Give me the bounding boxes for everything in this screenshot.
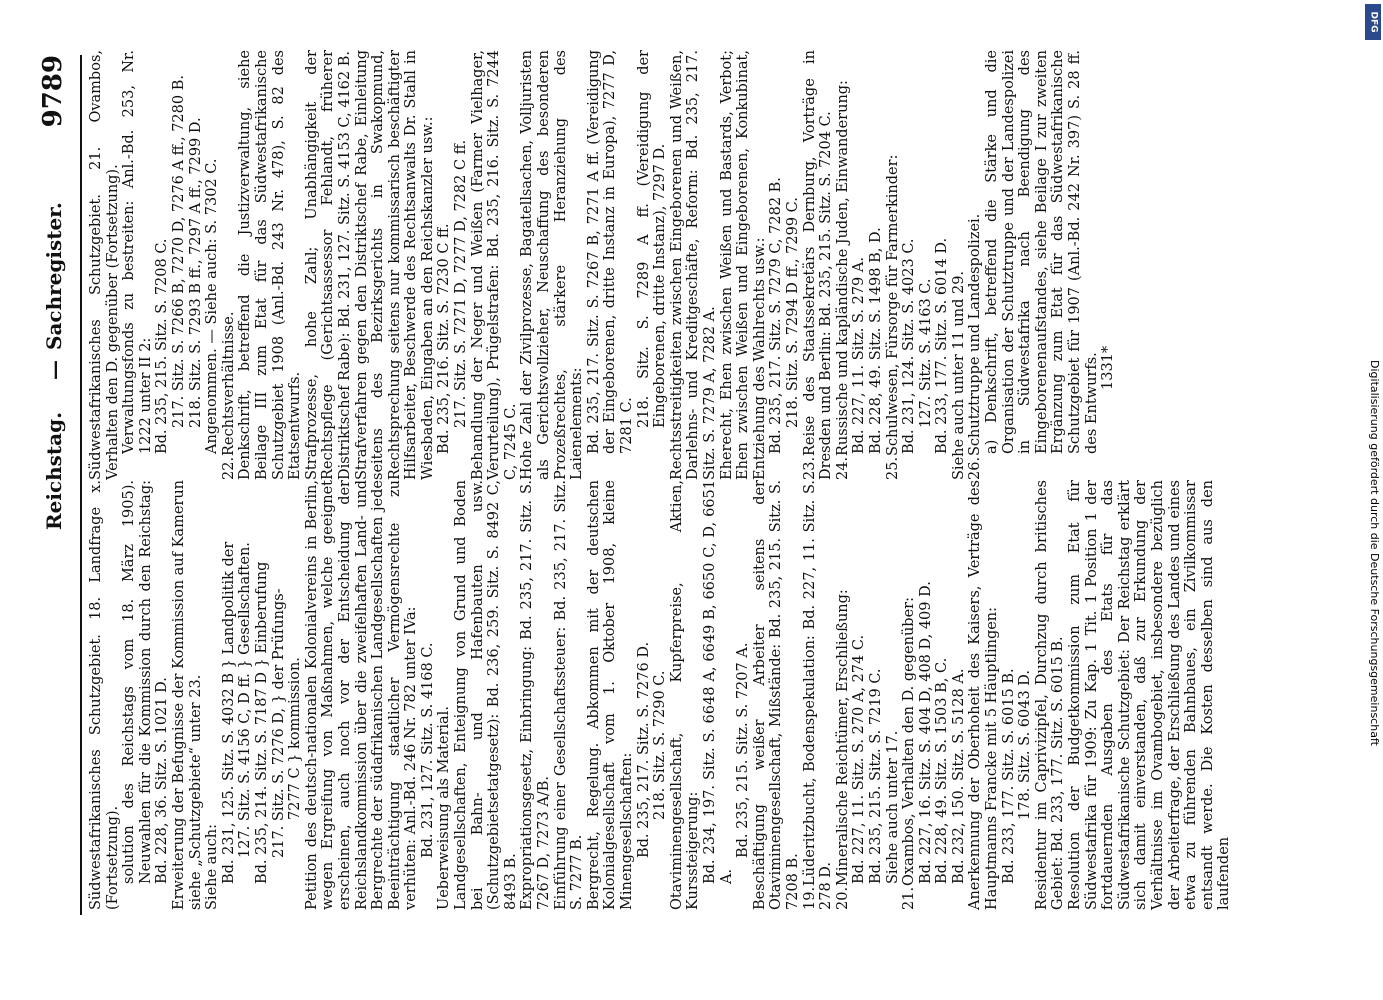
left-column-entry (1034, 480, 1067, 910)
entry-text: Bd. 235, 215. Sitz. S. 7207 A. (735, 642, 752, 858)
entry-text: Südwestafrikanisches Schutzgebiet. 21. Ovambos, Verhalten den D. gegenüber (Fortsetzung). (88, 50, 121, 480)
right-column-entry (885, 50, 902, 480)
entry-text: Bd. 231, 125. Sitz. S. 4032 B } Landpolitik der (220, 541, 237, 884)
page-number: 9789 (38, 55, 68, 128)
right-column-entry (918, 50, 935, 480)
entry-text: Landgesellschaften, Enteignung von Grund und Boden bei Bahn- und Hafenbauten usw. (Schutzgebietsetatgesetz): Bd. 236, 259. Sitz. S. 8492 C, 8493 B. (453, 480, 519, 910)
entry-text: Bd. 233, 177. Sitz. S. 6014 D. (934, 237, 951, 454)
left-column-entry (88, 480, 121, 910)
entry-text: Mineralische Reichtümer, Erschließung: (834, 589, 851, 886)
entry-text: 218. Sitz. S. 7293 B ff., 7297 A ff., 7299 D. (187, 117, 204, 428)
right-column-entry (851, 50, 868, 480)
right-column-entry (835, 50, 852, 480)
entry-text: Bd. 235, 217. Sitz. S. 7267 B, 7271 A ff. (Vereidigung der Eingeborenen, dritte Instanz in Europa), 7277 D, 7281 C. (585, 50, 635, 454)
section-number: 19. (801, 886, 818, 910)
entry-text: Rechtsstreitigkeiten zwischen Eingeborenen und Weißen, Darlehns- und Kreditgeschäfte, Reform: Bd. 235, 217. Sitz. S. 7279 A, 7282 A. (668, 50, 718, 480)
right-column-entry (171, 50, 188, 480)
entry-text: Bd. 235, 216. Sitz. S. 7230 C ff. (436, 223, 453, 454)
right-column-entry (204, 50, 221, 480)
left-column-entry (254, 480, 271, 910)
left-column-entry (636, 480, 653, 910)
entry-text: Expropriationsgesetz, Einbringung: Bd. 235, 217. Sitz. S. 7267 D, 7273 A/B. (519, 480, 553, 910)
entry-text: Schutztruppe und Landespolizei. (967, 213, 984, 456)
section-number: 22. (220, 456, 237, 480)
left-column-entry (436, 480, 453, 910)
entry-text: Siehe auch unter 11 und 29. (950, 270, 967, 480)
right-column-entry (586, 50, 636, 480)
left-column-entry (1017, 480, 1034, 910)
entry-text: Otaviminengesellschaft, Kupferpreise, Aktien, Kurssteigerung: (668, 480, 702, 910)
right-column-entry (951, 50, 968, 480)
entry-text: Bd. 228, 49. Sitz. S. 1498 B, D. (867, 227, 884, 454)
left-column-entry (735, 480, 752, 910)
entry-text: Bd. 235, 214. Sitz. S. 7187 D } Einberufung (253, 561, 270, 884)
entry-text: Petition des deutsch-nationalen Kolonialvereins in Berlin, wegen Ergreifung von Maßnahmen, welche geeignet erscheinen, auch noch vor der Entscheidung der Reichslandkommission über die zweifelhaften Land- und Bergrechte der südafrikanischen Landgesellschaften jede Beeinträchtigung staatlicher Vermögensrechte zu verhüten: Anl.-Bd. 246 Nr. 782 unter IVa: (303, 480, 420, 910)
entry-text: Erweiterung der Befugnisse der Kommission auf Kamerun siehe „Schutzgebiete“ unter 23. (170, 479, 204, 910)
left-column-entry (752, 480, 802, 910)
right-column-entry (719, 50, 769, 480)
right-column-entry (984, 50, 1100, 480)
entry-text: Bd. 235, 215. Sitz. S. 7219 C. (867, 668, 884, 884)
right-column-entry (154, 50, 171, 480)
left-column-entry (918, 480, 935, 910)
left-column-entry (851, 480, 868, 910)
right-column-entry (188, 50, 205, 480)
left-column-entry (519, 480, 552, 910)
right-column-entry (121, 50, 154, 480)
right-column-entry (470, 50, 520, 480)
right-column (88, 50, 1117, 480)
entry-text: Bd. 227, 11. Sitz. S. 270 A, 274 C. (851, 634, 868, 884)
entry-text: Hohe Zahl der Zivilprozesse, Bagatellsachen, Volljuristen als Gerichtsvollzieher, Neuschaffung des besonderen Prozeßrechtes, stärkere Heranziehung des Laienelements: (519, 50, 586, 480)
right-column-entry (519, 50, 585, 480)
entry-text: Bergrecht, Regelung. Abkommen mit der deutschen Kolonialgesellschaft vom 1. Oktober 1908, kleine Minengesellschaften: (585, 480, 635, 910)
entry-text: Siehe auch unter 17. (884, 730, 901, 884)
header-rule (80, 55, 82, 915)
entry-text: Eherecht, Ehen zwischen Weißen und Bastards, Verbot; Ehen zwischen Weißen und Eingeborenen, Konkubinat, Entziehung des Wahlrechts usw.: (718, 50, 768, 480)
entry-text: 217. Sitz. S. 7271 D, 7277 D, 7282 C ff. (453, 139, 470, 428)
entry-text: Südwestafrikanisches Schutzgebiet. 18. Landfrage x. (Fortsetzung). (88, 480, 121, 910)
left-column-entry (453, 480, 519, 910)
entry-text: Angenommen. — Siehe auch: S. 7302 C. (204, 158, 221, 454)
entry-text: Bd. 235, 217. Sitz. S. 7276 D. (635, 641, 652, 858)
entry-text: Bd. 233, 177. Sitz. S. 6015 B. (1000, 668, 1017, 884)
right-column-entry (768, 50, 785, 480)
entry-text: Bd. 227, 11. Sitz. S. 279 A. (851, 257, 868, 454)
entry-text: 7277 C } kommission. (287, 657, 304, 820)
right-column-entry (221, 50, 238, 480)
entry-text: Bd. 231, 127. Sitz. S. 4168 C. (419, 642, 436, 858)
entry-text: Behandlung der Neger und Weißen (Farmer Vielhager, Verurteilung), Prügelstrafen: Bd. 235, 216. Sitz. S. 7244 C, 7245 C. (469, 50, 519, 480)
entry-text: Russische und kapländische Juden, Einwanderung: (834, 80, 851, 456)
running-header (38, 55, 78, 950)
left-column-entry (652, 480, 669, 910)
entry-text: 1331* (1100, 345, 1117, 390)
right-column-entry (304, 50, 354, 480)
entry-text: Bd. 231, 124. Sitz. S. 4023 C. (901, 238, 918, 454)
entry-text: Resolution der Budgetkommission zum Etat für Südwestafrika für 1909: Zu Kap. 1 Tit. 1 Position 1 der fortdauernden Ausgaben des Etats für das Südwestafrikanische Schutzgebiet: Der Reichstag erklärt sich damit einverstanden, daß zur Erkundung der Verhältnisse im Ovambogebiet, insbesondere bezüglich der Arbeiterfrage, der Erschließung des Landes und eines etwa zu führenden Bahnbaues, ein Zivilkommissar entsandt werde. Die Kosten desselben sind aus den laufenden (1067, 480, 1233, 910)
entry-text: Anerkennung der Oberhoheit des Kaisers, Verträge des Hauptmanns Francke mit 5 Häuptlingen: (967, 480, 1001, 910)
right-column-entry (934, 50, 951, 480)
entry-text: Bd. 232, 150. Sitz. S. 5128 A. (950, 668, 967, 884)
left-column-entry (221, 480, 238, 910)
left-column-entry (669, 480, 702, 910)
left-column-entry (1067, 480, 1233, 910)
right-column-entry (868, 50, 885, 480)
section-number: 23. (801, 456, 818, 480)
left-column-entry (171, 480, 204, 910)
section-number: 21. (901, 886, 918, 910)
entry-text: a) Denkschrift, betreffend die Stärke und die Organisation der Schutztruppe und der Landespolizei in Südwestafrika nach Beendigung des Eingeborenenaufstandes, siehe Beilage I zur zweiten Ergänzung zum Etat für das Südwestafrikanische Schutzgebiet für 1907 (Anl.-Bd. 242 Nr. 397) S. 28 ff. des Entwurfs. (984, 50, 1100, 454)
right-column-entry (354, 50, 437, 480)
entry-text: Einführung einer Gesellschaftssteuer: Bd. 235, 217. Sitz. S. 7277 B. (552, 480, 586, 910)
entry-text: Reise des Staatssekretärs Dernburg, Vorträge in Dresden und Berlin: Bd. 235, 215. Sitz. S. 7204 C. (801, 50, 835, 480)
left-column-entry (553, 480, 586, 910)
entry-text: 127. Sitz. S. 4163 C. (917, 278, 934, 428)
entry-text: Bd. 235, 217. Sitz. S. 7279 C, 7282 B. (768, 177, 785, 454)
left-column-entry (204, 480, 221, 910)
left-column-entry (967, 480, 1000, 910)
entry-text: Bd. 227, 16. Sitz. S. 404 D, 408 D, 409 D. (917, 581, 934, 884)
left-column-entry (271, 480, 288, 910)
entry-text: Bd. 235, 215. Sitz. S. 7208 C. (154, 238, 171, 454)
left-column-entry (868, 480, 885, 910)
right-column-entry (237, 50, 303, 480)
right-column-entry (453, 50, 470, 480)
right-column-entry (1100, 50, 1117, 480)
digitization-note-text: Digitalisierung gefördert durch die Deutsche Forschungsgemeinschaft (1368, 360, 1381, 746)
entry-text: Strafprozesse, hohe Zahl; Unabhängigkeit der Rechtspflege (Gerichtsassessor Fehlandt, früherer Distriktschef Rabe): Bd. 231, 127. Sitz. S. 4153 C, 4162 B. (303, 50, 353, 480)
entry-text: solution des Reichstags vom 18. März 1905). Neuwahlen für die Kommission durch den Reichstag: Bd. 228, 36. Sitz. S. 1021 D. (121, 480, 171, 884)
entry-text: Beschäftigung weißer Arbeiter seitens der Otaviminengesellschaft, Mißstände: Bd. 235, 215. Sitz. S. 7208 B. (751, 480, 801, 910)
section-number: 26. (967, 456, 984, 480)
left-column-entry (702, 480, 735, 910)
left-column-entry (835, 480, 852, 910)
dfg-logo-text: DFG (1368, 11, 1379, 33)
right-column-entry (785, 50, 802, 480)
entry-text: Bd. 228, 49. Sitz. S. 1503 B, C. (934, 657, 951, 884)
section-number: 25. (884, 456, 901, 480)
entry-text: 218. Sitz. S. 7290 C. (652, 670, 669, 820)
left-column-entry (901, 480, 918, 910)
left-column-entry (802, 480, 835, 910)
entry-text: Strafverfahren gegen den Distriktschef Rabe, Einleitung seitens des Bezirksgerichts in Swakopmund, Rechtsprechung seitens nur kommissarisch beschäftigter Hilfsarbeiter, Beschwerde des Rechtsanwalts Dr. Stahl in Wiesbaden, Eingaben an den Reichskanzler usw.: (353, 50, 436, 480)
running-title-separator: — (42, 360, 66, 380)
entry-text: Oxambos, Verhalten den D. gegenüber: (901, 597, 918, 886)
entry-text: 178. Sitz. S. 6043 D. (1017, 669, 1034, 820)
right-column-entry (967, 50, 984, 480)
left-column-entry (1001, 480, 1018, 910)
entry-text: Rechtsverhältnisse. (220, 311, 237, 456)
entry-text: Schulwesen, Fürsorge für Farmerkinder: (884, 154, 901, 456)
right-column-entry (669, 50, 719, 480)
section-number: 24. (834, 456, 851, 480)
entry-text: Residentur im Caprivizipfel, Durchzug durch britisches Gebiet: Bd. 233, 177. Sitz. S. 6015 B. (1033, 480, 1067, 910)
running-title-right: Sachregister. (42, 202, 66, 350)
entry-text: 217. Sitz. S. 7276 D, } der Prüfungs- (270, 588, 287, 858)
entry-text: 218. Sitz. S. 7289 A ff. (Vereidigung der Eingeborenen, dritte Instanz), 7297 D. (635, 50, 669, 428)
left-column-entry (586, 480, 636, 910)
left-column (88, 480, 1233, 910)
right-column-entry (802, 50, 835, 480)
entry-text: 218. Sitz. S. 7294 D ff., 7299 C. (784, 197, 801, 428)
digitization-note (1363, 360, 1381, 980)
entry-text: Verwaltungsfonds zu bestreiten: Anl.-Bd. 253, Nr. 1222 unter II 2: (121, 50, 154, 454)
entry-text: Denkschrift, betreffend die Justizverwaltung, siehe Beilage III zum Etat für das Südwestafrikanische Schutzgebiet 1908 (Anl.-Bd. 243 Nr. 478), S. 82 des Etatsentwurfs. (237, 50, 304, 480)
entry-text: 217. Sitz. S. 7266 B, 7270 D, 7276 A ff., 7280 B. (170, 75, 187, 428)
left-column-entry (885, 480, 902, 910)
left-column-entry (304, 480, 420, 910)
right-column-entry (636, 50, 669, 480)
left-column-entry (237, 480, 254, 910)
running-title-left: Reichstag. (42, 411, 66, 530)
left-column-entry (951, 480, 968, 910)
dfg-logo-icon (1365, 4, 1381, 40)
section-number: 20. (834, 886, 851, 910)
left-column-entry (287, 480, 304, 910)
right-column-entry (436, 50, 453, 480)
entry-text: Lüderitzbucht, Bodenspekulation: Bd. 227, 11. Sitz. S. 278 D. (801, 480, 835, 910)
left-column-entry (420, 480, 437, 910)
right-column-entry (901, 50, 918, 480)
right-column-entry (88, 50, 121, 480)
left-column-entry (121, 480, 171, 910)
left-column-entry (934, 480, 951, 910)
entry-text: Ueberweisung als Material. (436, 706, 453, 910)
entry-text: Siehe auch: (204, 823, 221, 910)
entry-text: 127. Sitz. S. 4156 C, D ff. } Gesellschaften. (237, 542, 254, 858)
entry-text: Bd. 234, 197. Sitz. S. 6648 A, 6649 B, 6650 C, D, 6651 A. (701, 480, 735, 884)
